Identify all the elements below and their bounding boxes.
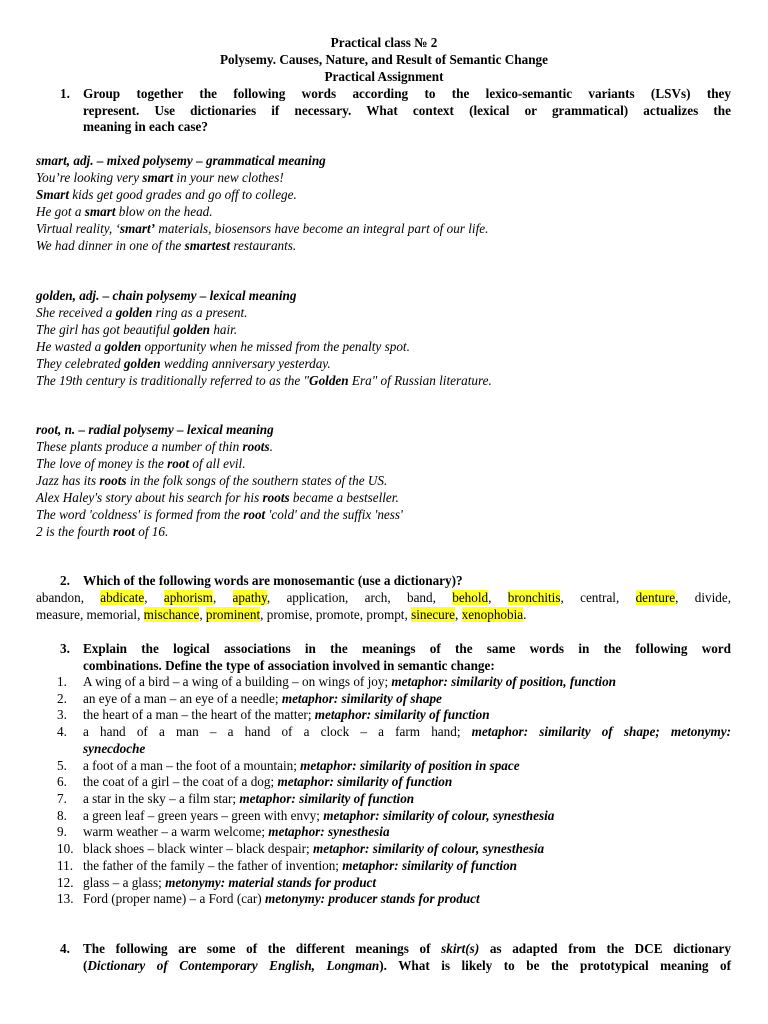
group-heading: golden, adj. – chain polysemy – lexical meaning (36, 288, 297, 303)
keyword: smartest (184, 238, 231, 253)
task-line: Explain the logical associations in the meanings of the same words in the following word (83, 641, 731, 656)
text-run: She received a (36, 305, 116, 320)
list-number: 6. (57, 774, 67, 789)
task-line: Group together the following words according to the lexico-semantic variants (LSVs) they (83, 86, 731, 101)
word: central (580, 590, 616, 605)
example-sentence (36, 187, 297, 204)
example-sentence (36, 373, 492, 390)
list-number: 12. (57, 875, 74, 890)
association-type: metaphor: similarity of shape (281, 691, 442, 706)
association-type: metaphor: similarity of function (239, 791, 415, 806)
word: measure (36, 606, 80, 622)
keyword: roots (262, 490, 290, 505)
page-title: Practical class № 2 (330, 35, 438, 50)
word: divide (694, 590, 728, 605)
keyword: smart (84, 204, 116, 219)
word-combination: glass – a glass; (83, 875, 166, 890)
list-number: 9. (57, 824, 67, 839)
word: abandon (36, 590, 81, 605)
keyword: Smart (36, 187, 69, 202)
association-item (83, 875, 731, 892)
word-combination: Ford (proper name) – a Ford (car) (83, 891, 265, 906)
text-run: hair. (210, 322, 238, 337)
word-list-line: measure, memorial, mischance, prominent, promise, promote, prompt, sinecure, xenophobia. (36, 606, 527, 622)
word-combination: A wing of a bird – a wing of a building – on wings of joy; (83, 674, 392, 689)
association-item (83, 707, 731, 724)
text-run: ( (83, 957, 88, 973)
list-number: 7. (57, 791, 67, 806)
list-number: 13. (57, 891, 74, 906)
text-run: Jazz has its (36, 473, 100, 488)
association-item (83, 891, 731, 908)
keyword: roots (99, 473, 127, 488)
text-run: as adapted from the DCE dictionary (479, 941, 731, 956)
text-run: wedding anniversary yesterday. (160, 356, 331, 371)
text-run: We had dinner in one of the (36, 238, 185, 253)
keyword: smart’ (119, 221, 156, 236)
text-run: Era" of Russian literature. (348, 373, 492, 388)
highlighted-word: behold (452, 590, 489, 605)
word: promote (315, 606, 360, 622)
word-combination: the heart of a man – the heart of the matter; (83, 707, 315, 722)
text-run: of all evil. (189, 456, 246, 471)
text-run: The 19th century is traditionally referred to as the " (36, 373, 310, 388)
keyword: Golden (309, 373, 349, 388)
task-number: 2. (60, 573, 70, 588)
keyword: root (112, 524, 135, 539)
association-item (83, 674, 731, 691)
text-run: You’re looking very (36, 170, 143, 185)
highlighted-word: apathy (232, 590, 267, 605)
text-run: in the folk songs of the southern states of the US. (126, 473, 388, 488)
word: application (286, 590, 346, 605)
task3-instruction (83, 641, 731, 674)
association-type: metonymy: material stands for product (165, 875, 377, 890)
text-run: The love of money is the (36, 456, 168, 471)
highlighted-word: denture (635, 590, 676, 605)
list-number: 4. (57, 724, 67, 739)
association-item (83, 724, 731, 741)
word-combination: an eye of a man – an eye of a needle; (83, 691, 282, 706)
word-list (36, 590, 731, 623)
dictionary-title: Dictionary of Contemporary English, Longman (87, 957, 380, 973)
word-combination: black shoes – black winter – black despair; (83, 841, 313, 856)
list-number: 8. (57, 808, 67, 823)
text-run: The word 'coldness' is formed from the (36, 507, 244, 522)
example-sentence (36, 456, 246, 473)
list-number: 1. (57, 674, 67, 689)
task-number: 3. (60, 641, 70, 656)
word-combination: a star in the sky – a film star; (83, 791, 240, 806)
text-run: restaurants. (230, 238, 297, 253)
task-line: meaning in each case? (83, 119, 208, 135)
keyword: roots (242, 439, 270, 454)
example-sentence (36, 322, 237, 339)
list-number: 3. (57, 707, 67, 722)
highlighted-word: bronchitis (507, 590, 561, 605)
list-number: 5. (57, 758, 67, 773)
keyword: golden (123, 356, 161, 371)
word-combination: the father of the family – the father of invention; (83, 858, 343, 873)
group-heading: smart, adj. – mixed polysemy – grammatical meaning (36, 153, 326, 168)
text-run: blow on the head. (115, 204, 213, 219)
association-item (83, 691, 731, 708)
example-sentence (36, 490, 399, 507)
association-type: metaphor: similarity of position, function (391, 674, 617, 689)
text-run: The following are some of the different meanings of (83, 941, 442, 956)
text-run: ring as a present. (152, 305, 248, 320)
keyword: root (167, 456, 190, 471)
example-sentence (36, 524, 168, 541)
task-number: 1. (60, 86, 70, 101)
association-type: metaphor: similarity of function (342, 858, 518, 873)
target-word: skirt(s) (441, 941, 480, 956)
example-sentence (36, 204, 213, 221)
association-type: metaphor: synesthesia (268, 824, 390, 839)
text-run: Virtual reality, ‘ (36, 221, 120, 236)
example-sentence (36, 439, 273, 456)
highlighted-word: abdicate (100, 590, 145, 605)
example-sentence (36, 339, 410, 356)
text-run: 'cold' and the suffix 'ness' (265, 507, 403, 522)
example-sentence (36, 356, 331, 373)
word-combination: a hand of a man – a hand of a clock – a farm hand; (83, 724, 472, 739)
text-run: He got a (36, 204, 85, 219)
word: arch (364, 590, 388, 605)
topic-title: Polysemy. Causes, Nature, and Result of Semantic Change (220, 52, 548, 67)
association-type: synecdoche (83, 741, 146, 756)
word-combination: the coat of a girl – the coat of a dog; (83, 774, 278, 789)
association-item (83, 841, 731, 858)
list-number: 2. (57, 691, 67, 706)
association-type: metaphor: similarity of function (277, 774, 453, 789)
highlighted-word: aphorism (163, 590, 213, 605)
text-run: He wasted a (36, 339, 105, 354)
task-number: 4. (60, 941, 70, 956)
text-run: in your new clothes! (173, 170, 284, 185)
highlighted-word: prominent (205, 606, 261, 622)
association-type: metaphor: similarity of function (314, 707, 490, 722)
example-sentence (36, 473, 387, 490)
association-item (83, 791, 731, 808)
keyword: golden (115, 305, 153, 320)
text-run: became a bestseller. (289, 490, 399, 505)
task-line: represent. Use dictionaries if necessary. What context (lexical or grammatical) actualizes the (83, 102, 731, 118)
text-run: kids get good grades and go off to college. (68, 187, 297, 202)
text-run: Alex Haley's story about his search for his (36, 490, 263, 505)
task4-instruction (83, 941, 731, 974)
word: memorial (86, 606, 138, 622)
list-number: 11. (57, 858, 73, 873)
keyword: golden (104, 339, 142, 354)
task-line (83, 958, 731, 975)
highlighted-word: sinecure (411, 606, 456, 622)
keyword: smart (142, 170, 174, 185)
association-item (83, 774, 731, 791)
word-list-line: abandon, abdicate, aphorism, apathy, application, arch, band, behold, bronchitis, central, denture, divide, (36, 590, 731, 605)
association-item (83, 858, 731, 875)
text-run: 2 is the fourth (36, 524, 113, 539)
association-item (83, 808, 731, 825)
example-sentence (36, 507, 403, 524)
task1-instruction (83, 86, 731, 136)
text-run: They celebrated (36, 356, 124, 371)
word: promise (266, 606, 310, 622)
word-combination: a green leaf – green years – green with envy; (83, 808, 324, 823)
word: band (406, 590, 433, 605)
association-type: metaphor: similarity of shape; metonymy: (471, 724, 731, 739)
example-sentence (36, 238, 296, 255)
association-item-continued (83, 741, 731, 758)
association-type: metaphor: similarity of colour, synesthesia (323, 808, 555, 823)
text-run: The girl has got beautiful (36, 322, 174, 337)
text-run: ). What is likely to be the prototypical meaning of (379, 957, 731, 973)
word-combination: warm weather – a warm welcome; (83, 824, 269, 839)
task-line: combinations. Define the type of association involved in semantic change: (83, 657, 495, 673)
association-type: metonymy: producer stands for product (265, 891, 480, 906)
task-line (83, 941, 731, 958)
text-run: opportunity when he missed from the penalty spot. (141, 339, 410, 354)
text-run: . (269, 439, 273, 454)
text-run: These plants produce a number of thin (36, 439, 243, 454)
keyword: golden (173, 322, 211, 337)
task2-question: Which of the following words are monosemantic (use a dictionary)? (83, 573, 463, 588)
association-item (83, 758, 731, 775)
example-sentence (36, 221, 488, 238)
association-type: metaphor: similarity of position in space (300, 758, 520, 773)
group-heading: root, n. – radial polysemy – lexical meaning (36, 422, 274, 437)
example-sentence (36, 170, 284, 187)
highlighted-word: mischance (143, 606, 200, 622)
highlighted-word: xenophobia (461, 606, 524, 622)
text-run: materials, biosensors have become an integral part of our life. (155, 221, 489, 236)
keyword: root (243, 507, 266, 522)
association-type: metaphor: similarity of colour, synesthesia (312, 841, 545, 856)
association-item (83, 824, 731, 841)
assignment-subtitle: Practical Assignment (324, 69, 444, 84)
word: prompt (366, 606, 405, 622)
list-number: 10. (57, 841, 74, 856)
text-run: of 16. (134, 524, 169, 539)
word-combination: a foot of a man – the foot of a mountain; (83, 758, 301, 773)
example-sentence (36, 305, 247, 322)
